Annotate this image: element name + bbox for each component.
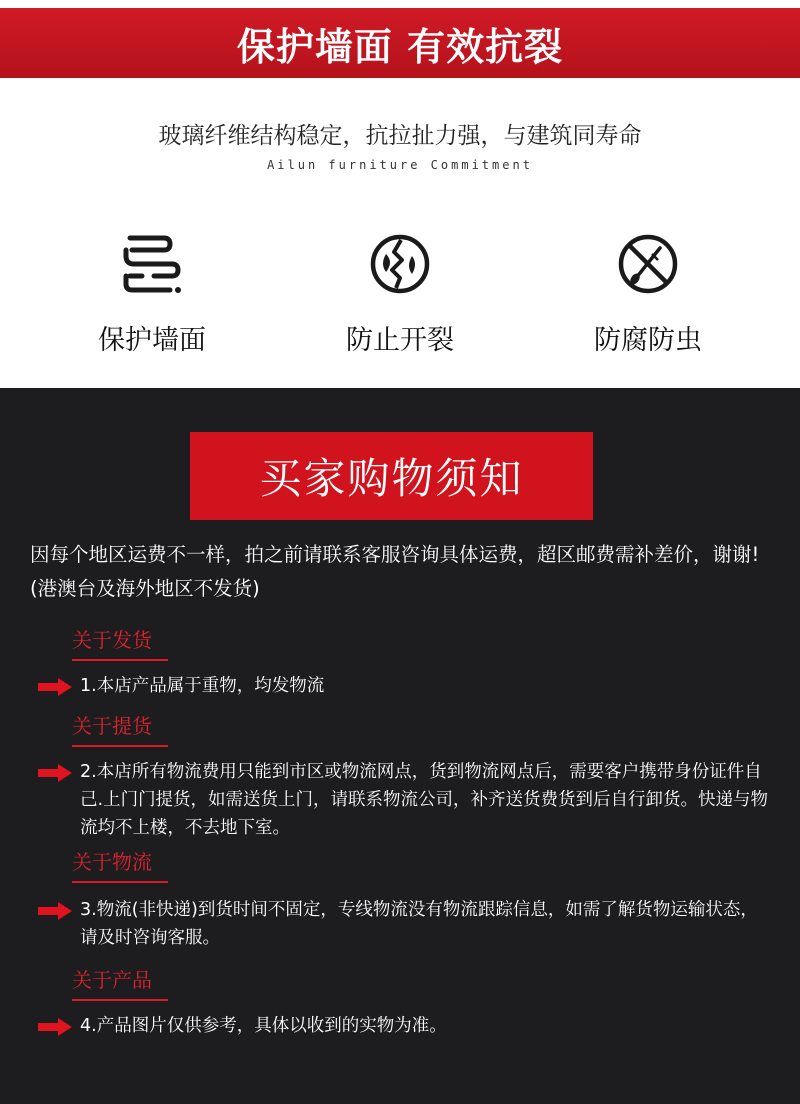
notice-item (38, 672, 773, 700)
feature-label: 防腐防虫 (594, 325, 702, 356)
feature-anti-crack (300, 232, 500, 357)
banner-title: 保护墙面 有效抗裂 (0, 8, 800, 78)
notice-item-text: 3.物流(非快递)到货时间不固定，专线物流没有物流跟踪信息，如需了解货物运输状态，请及时咨询客服。 (80, 900, 758, 948)
top-section (0, 0, 800, 388)
notice-item (38, 758, 773, 842)
section-heading-shipping: 关于发货 (72, 624, 168, 661)
shipping-fee-notice: 因每个地区运费不一样，拍之前请联系客服咨询具体运费，超区邮费需补差价，谢谢! (港澳台及海外地区不发货) (30, 543, 760, 600)
feature-protect-wall (52, 232, 252, 357)
notice-item (38, 1012, 773, 1040)
section-heading-product: 关于产品 (72, 964, 168, 1001)
no-insects-icon (616, 232, 680, 296)
feature-label: 保护墙面 (98, 325, 206, 356)
feature-label: 防止开裂 (346, 325, 454, 356)
notice-item-text: 4.产品图片仅供参考，具体以收到的实物为准。 (80, 1016, 447, 1036)
notice-item-text: 1.本店产品属于重物，均发物流 (80, 676, 325, 696)
cracked-wall-icon (368, 232, 432, 296)
red-arrow-icon (38, 1018, 72, 1036)
feature-anti-insect (548, 232, 748, 357)
tagline: Ailun furniture Commitment (267, 158, 533, 172)
red-arrow-icon (38, 764, 72, 782)
section-heading-logistics: 关于物流 (72, 846, 168, 883)
red-arrow-icon (38, 902, 72, 920)
notice-item-text: 2.本店所有物流费用只能到市区或物流网点，货到物流网点后，需要客户携带身份证件自己.上门门提货，如需送货上门，请联系物流公司，补齐送货费货到后自行卸货。快递与物流均不上楼，不去地下室。 (80, 762, 769, 838)
red-arrow-icon (38, 678, 72, 696)
brick-wall-icon (120, 232, 184, 296)
notice-item (38, 896, 773, 952)
notice-title: 买家购物须知 (190, 432, 593, 520)
subtitle: 玻璃纤维结构稳定，抗拉扯力强，与建筑同寿命 (158, 123, 642, 149)
shopping-notice-section (0, 388, 800, 1104)
section-heading-pickup: 关于提货 (72, 710, 168, 747)
